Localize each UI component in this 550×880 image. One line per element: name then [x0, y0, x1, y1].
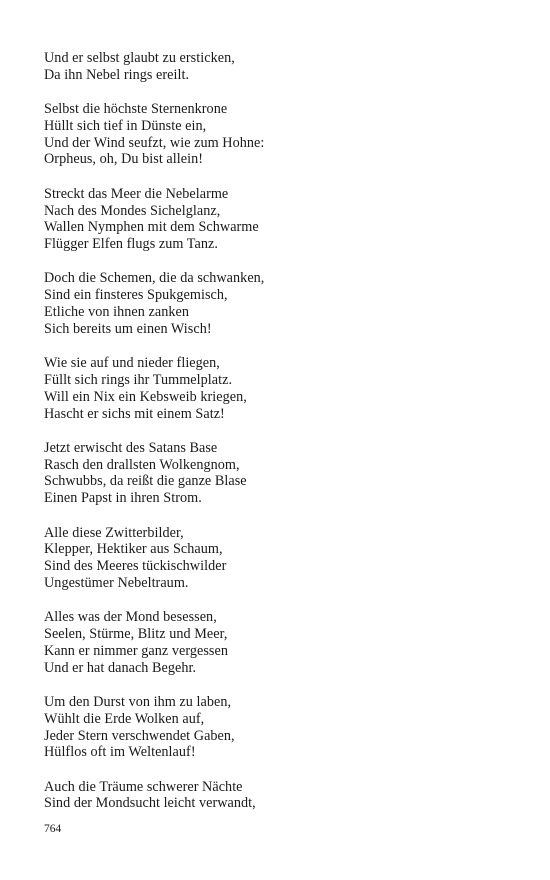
verse-line: Schwubbs, da reißt die ganze Blase — [44, 473, 247, 490]
verse-line: Füllt sich rings ihr Tummelplatz. — [44, 371, 233, 388]
verse-line: Alles was der Mond besessen, — [44, 609, 217, 626]
verse-line: Streckt das Meer die Nebelarme — [44, 185, 229, 202]
stanza-5 — [44, 355, 514, 422]
verse-line: Sind ein finsteres Spukgemisch, — [44, 287, 228, 304]
stanza-2 — [44, 101, 514, 168]
verse-line: Hülflos oft im Weltenlauf! — [44, 744, 196, 761]
verse-line: Auch die Träume schwerer Nächte — [44, 778, 243, 795]
stanza-7 — [44, 525, 514, 592]
verse-line: Seelen, Stürme, Blitz und Meer, — [44, 626, 228, 643]
verse-line: Wie sie auf und nieder fliegen, — [44, 355, 220, 372]
verse-line: Rasch den drallsten Wolkengnom, — [44, 456, 240, 473]
verse-line: Alle diese Zwitterbilder, — [44, 524, 184, 541]
verse-line: Wallen Nymphen mit dem Schwarme — [44, 219, 259, 236]
stanza-8 — [44, 609, 514, 676]
verse-line: Nach des Mondes Sichelglanz, — [44, 202, 221, 219]
verse-line: Etliche von ihnen zanken — [44, 304, 189, 321]
verse-line: Flügger Elfen flugs zum Tanz. — [44, 236, 218, 253]
stanza-9 — [44, 694, 514, 761]
verse-line: Kann er nimmer ganz vergessen — [44, 642, 228, 659]
verse-line: Wühlt die Erde Wolken auf, — [44, 710, 205, 727]
verse-line: Sich bereits um einen Wisch! — [44, 320, 212, 337]
verse-line: Klepper, Hektiker aus Schaum, — [44, 541, 223, 558]
verse-line: Hascht er sichs mit einem Satz! — [44, 405, 225, 422]
verse-line: Und der Wind seufzt, wie zum Hohne: — [44, 134, 265, 151]
verse-line: Da ihn Nebel rings ereilt. — [44, 66, 190, 83]
verse-line: Um den Durst von ihm zu laben, — [44, 693, 232, 710]
verse-line: Hüllt sich tief in Dünste ein, — [44, 117, 207, 134]
poem-body — [44, 50, 514, 830]
verse-line: Doch die Schemen, die da schwanken, — [44, 270, 265, 287]
verse-line: Jeder Stern verschwendet Gaben, — [44, 727, 235, 744]
stanza-3 — [44, 186, 514, 253]
verse-line: Jetzt erwischt des Satans Base — [44, 439, 218, 456]
stanza-4 — [44, 270, 514, 337]
verse-line: Orpheus, oh, Du bist allein! — [44, 151, 204, 168]
verse-line: Und er hat danach Begehr. — [44, 659, 197, 676]
verse-line: Sind des Meeres tückischwilder — [44, 558, 227, 575]
stanza-10 — [44, 779, 514, 813]
stanza-1 — [44, 50, 514, 84]
verse-line: Will ein Nix ein Kebsweib kriegen, — [44, 388, 247, 405]
stanza-6 — [44, 440, 514, 507]
page-number: 764 — [44, 823, 62, 835]
verse-line: Und er selbst glaubt zu ersticken, — [44, 50, 235, 66]
verse-line: Sind der Mondsucht leicht verwandt, — [44, 795, 256, 812]
verse-line: Einen Papst in ihren Strom. — [44, 490, 202, 507]
verse-line: Ungestümer Nebeltraum. — [44, 574, 189, 591]
verse-line: Selbst die höchste Sternenkrone — [44, 101, 228, 118]
